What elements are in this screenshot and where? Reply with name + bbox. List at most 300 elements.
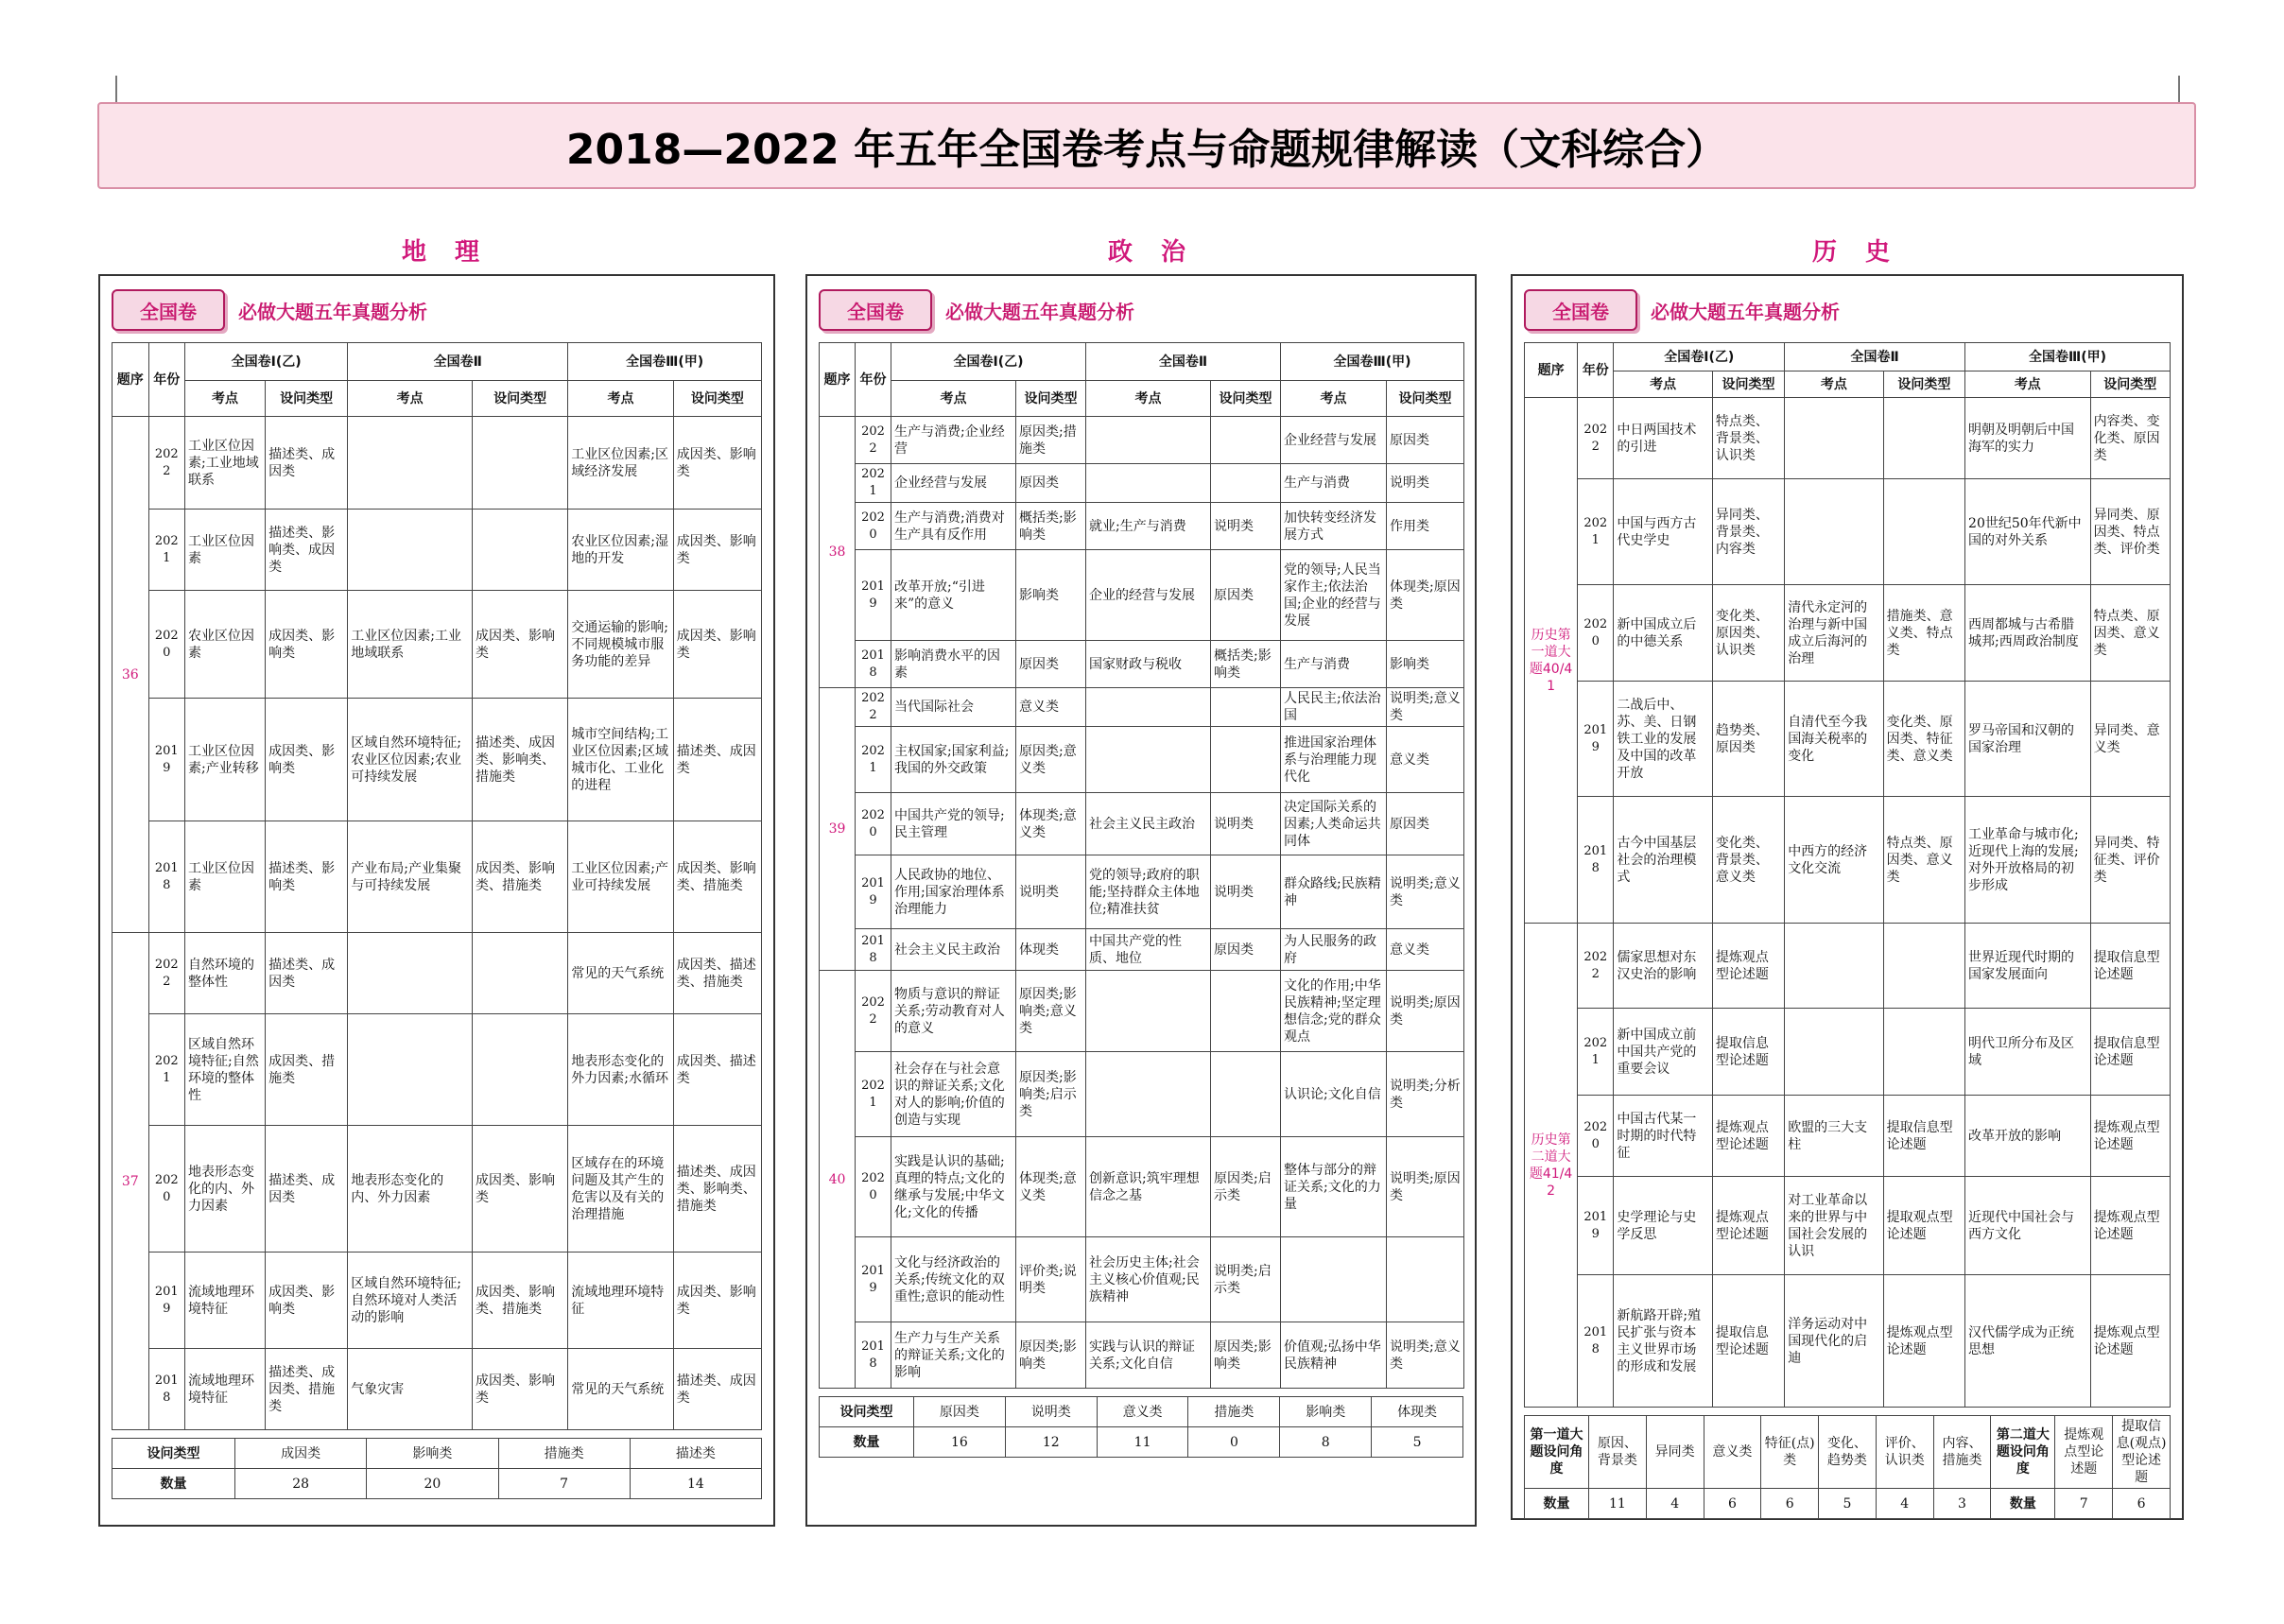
year-cell: 2020 <box>856 503 891 550</box>
stats-count: 0 <box>1188 1427 1280 1458</box>
question-type-cell: 说明类;原因类 <box>1387 1137 1464 1237</box>
exam-point-cell: 群众路线;民族精神 <box>1281 855 1387 929</box>
exam-point-cell: 区域自然环境特征;农业区位因素;农业可持续发展 <box>348 699 473 821</box>
header-type: 设问类型 <box>2090 371 2170 398</box>
question-type-cell <box>472 1014 567 1126</box>
exam-point-cell: 区域自然环境特征;自然环境对人类活动的影响 <box>348 1253 473 1349</box>
exam-point-cell: 人民政协的地位、作用;国家治理体系治理能力 <box>891 855 1016 929</box>
year-cell: 2021 <box>856 727 891 793</box>
question-type-cell: 原因类;意义类 <box>1016 727 1086 793</box>
header-point: 考点 <box>568 381 673 417</box>
stats-count: 20 <box>367 1469 498 1499</box>
question-type-cell: 提炼观点型论述题 <box>1712 924 1784 1009</box>
exam-point-cell: 物质与意识的辩证关系;劳动教育对人的意义 <box>891 971 1016 1052</box>
table-row <box>820 1052 1464 1137</box>
exam-point-cell <box>1785 1009 1883 1096</box>
question-type-cell: 变化类、背景类、意义类 <box>1712 797 1784 924</box>
stats-count: 4 <box>1876 1489 1933 1519</box>
question-type-cell: 原因类 <box>1016 464 1086 503</box>
question-type-cell: 异同类、特征类、评价类 <box>2090 797 2170 924</box>
national-paper-badge: 全国卷 <box>819 289 932 331</box>
exam-point-cell: 工业区位因素;工业地域联系 <box>348 591 473 699</box>
question-type-cell: 趋势类、原因类 <box>1712 682 1784 797</box>
question-type-cell: 说明类;启示类 <box>1211 1237 1281 1322</box>
exam-point-cell: 生产力与生产关系的辩证关系;文化的影响 <box>891 1322 1016 1389</box>
exam-point-cell: 近现代中国社会与西方文化 <box>1965 1177 2091 1275</box>
question-type-cell: 提炼观点型论述题 <box>2090 1275 2170 1408</box>
exam-point-cell: 社会存在与社会意识的辩证关系;文化对人的影响;价值的创造与实现 <box>891 1052 1016 1137</box>
exam-point-cell: 罗马帝国和汉朝的国家治理 <box>1965 682 2091 797</box>
geography-stats-table <box>112 1438 762 1499</box>
question-type-cell: 体现类 <box>1016 929 1086 971</box>
header-point: 考点 <box>185 381 266 417</box>
exam-point-cell: 地表形态变化的外力因素;水循环 <box>568 1014 673 1126</box>
question-type-cell: 成因类、影响类 <box>673 591 761 699</box>
header-type: 设问类型 <box>1211 381 1281 417</box>
politics-stats-table <box>819 1396 1463 1458</box>
question-type-cell: 概括类;影响类 <box>1211 641 1281 688</box>
question-type-cell <box>1211 464 1281 503</box>
title-banner <box>97 102 2196 189</box>
question-type-cell <box>1211 971 1281 1052</box>
exam-point-cell: 企业的经营与发展 <box>1086 550 1211 641</box>
question-type-cell: 异同类、意义类 <box>2090 682 2170 797</box>
question-number: 39 <box>820 688 856 971</box>
panel-subtitle: 必做大题五年真题分析 <box>238 300 427 323</box>
table-row <box>1525 1096 2171 1177</box>
exam-point-cell: 产业布局;产业集聚与可持续发展 <box>348 821 473 933</box>
stats-count: 11 <box>1097 1427 1188 1458</box>
exam-point-cell: 清代永定河的治理与新中国成立后海河的治理 <box>1785 585 1883 682</box>
table-row <box>1525 682 2171 797</box>
question-number: 40 <box>820 971 856 1389</box>
exam-point-cell: 交通运输的影响;不同规模城市服务功能的差异 <box>568 591 673 699</box>
year-cell: 2021 <box>148 1014 185 1126</box>
exam-point-cell: 中国共产党的性质、地位 <box>1086 929 1211 971</box>
question-type-cell: 变化类、原因类、认识类 <box>1712 585 1784 682</box>
header-type: 设问类型 <box>1016 381 1086 417</box>
year-cell: 2021 <box>148 510 185 591</box>
question-type-cell <box>1883 1009 1964 1096</box>
question-type-cell: 提炼观点型论述题 <box>1712 1177 1784 1275</box>
question-type-cell: 提炼观点型论述题 <box>1712 1096 1784 1177</box>
year-cell: 2020 <box>148 1126 185 1253</box>
question-type-cell: 影响类 <box>1016 550 1086 641</box>
exam-point-cell: 企业经营与发展 <box>1281 417 1387 464</box>
table-row <box>820 503 1464 550</box>
question-type-cell: 提取信息型论述题 <box>1712 1009 1784 1096</box>
table-row <box>1525 797 2171 924</box>
question-type-cell: 原因类;启示类 <box>1211 1137 1281 1237</box>
stats-type-label: 设问类型 <box>820 1397 914 1427</box>
question-type-cell: 原因类 <box>1387 417 1464 464</box>
header-type: 设问类型 <box>1883 371 1964 398</box>
stats-first-type: 特征(点)类 <box>1761 1416 1819 1489</box>
exam-point-cell: 中西方的经济文化交流 <box>1785 797 1883 924</box>
table-row <box>820 550 1464 641</box>
header-type: 设问类型 <box>1712 371 1784 398</box>
stats-first-type: 意义类 <box>1704 1416 1761 1489</box>
year-cell: 2022 <box>148 933 185 1014</box>
question-type-cell: 成因类、影响类 <box>266 591 348 699</box>
year-cell: 2022 <box>1578 398 1614 479</box>
national-paper-badge: 全国卷 <box>1524 289 1637 331</box>
question-type-cell: 成因类、影响类 <box>472 591 567 699</box>
table-row <box>820 727 1464 793</box>
question-number: 历史第二道大题41/42 <box>1525 924 1578 1408</box>
exam-point-cell: 生产与消费 <box>1281 464 1387 503</box>
question-type-cell: 描述类、成因类 <box>266 417 348 510</box>
stats-type: 体现类 <box>1372 1397 1463 1427</box>
question-type-cell: 措施类、意义类、特点类 <box>1883 585 1964 682</box>
header-point: 考点 <box>1614 371 1712 398</box>
question-type-cell: 概括类;影响类 <box>1016 503 1086 550</box>
exam-point-cell: 20世纪50年代新中国的对外关系 <box>1965 479 2091 585</box>
table-row <box>1525 1177 2171 1275</box>
exam-point-cell <box>1086 727 1211 793</box>
stats-count: 16 <box>914 1427 1006 1458</box>
table-row <box>820 855 1464 929</box>
exam-point-cell: 生产与消费;消费对生产具有反作用 <box>891 503 1016 550</box>
panel-subtitle: 必做大题五年真题分析 <box>945 300 1134 323</box>
year-cell: 2018 <box>148 1349 185 1430</box>
exam-point-cell: 实践是认识的基础;真理的特点;文化的继承与发展;中华文化;文化的传播 <box>891 1137 1016 1237</box>
year-cell: 2019 <box>1578 682 1614 797</box>
header-paper1: 全国卷Ⅰ(乙) <box>1614 343 1785 371</box>
question-type-cell: 成因类、措施类 <box>266 1014 348 1126</box>
year-cell: 2021 <box>1578 479 1614 585</box>
exam-point-cell: 社会主义民主政治 <box>1086 793 1211 855</box>
exam-point-cell: 社会历史主体;社会主义核心价值观;民族精神 <box>1086 1237 1211 1322</box>
header-paper1: 全国卷Ⅰ(乙) <box>185 343 348 381</box>
question-type-cell: 说明类 <box>1387 464 1464 503</box>
exam-point-cell: 常见的天气系统 <box>568 1349 673 1430</box>
exam-point-cell: 明代卫所分布及区域 <box>1965 1009 2091 1096</box>
header-point: 考点 <box>1965 371 2091 398</box>
exam-point-cell: 欧盟的三大支柱 <box>1785 1096 1883 1177</box>
question-type-cell: 描述类、成因类、影响类、措施类 <box>673 1126 761 1253</box>
exam-point-cell: 决定国际关系的因素;人类命运共同体 <box>1281 793 1387 855</box>
stats-count: 28 <box>235 1469 367 1499</box>
question-type-cell: 说明类;分析类 <box>1387 1052 1464 1137</box>
exam-point-cell: 实践与认识的辩证关系;文化自信 <box>1086 1322 1211 1389</box>
exam-point-cell: 推进国家治理体系与治理能力现代化 <box>1281 727 1387 793</box>
year-cell: 2020 <box>1578 585 1614 682</box>
question-type-cell <box>1211 417 1281 464</box>
table-row <box>820 971 1464 1052</box>
question-type-cell: 提取信息型论述题 <box>1883 1096 1964 1177</box>
exam-point-cell: 党的领导;政府的职能;坚持群众主体地位;精准扶贫 <box>1086 855 1211 929</box>
question-type-cell: 原因类;影响类 <box>1211 1322 1281 1389</box>
exam-point-cell <box>348 417 473 510</box>
history-table <box>1524 342 2171 1408</box>
exam-point-cell: 工业区位因素 <box>185 821 266 933</box>
subject-title-politics: 政治 <box>1108 238 1215 267</box>
panel-header <box>112 285 762 335</box>
stats-first-type: 内容、措施类 <box>1933 1416 1991 1489</box>
exam-point-cell: 工业区位因素 <box>185 510 266 591</box>
year-cell: 2022 <box>856 688 891 727</box>
question-type-cell: 内容类、变化类、原因类 <box>2090 398 2170 479</box>
question-type-cell: 说明类;原因类 <box>1387 971 1464 1052</box>
exam-point-cell: 工业区位因素;产业可持续发展 <box>568 821 673 933</box>
question-type-cell: 成因类、影响类 <box>673 510 761 591</box>
table-row <box>820 464 1464 503</box>
exam-point-cell: 自清代至今我国海关税率的变化 <box>1785 682 1883 797</box>
question-type-cell: 描述类、成因类、措施类 <box>266 1349 348 1430</box>
question-type-cell: 原因类;措施类 <box>1016 417 1086 464</box>
header-paper2: 全国卷Ⅱ <box>1086 343 1281 381</box>
question-type-cell <box>472 417 567 510</box>
table-body <box>820 417 1464 1389</box>
question-type-cell: 特点类、原因类、意义类 <box>1883 797 1964 924</box>
exam-point-cell: 地表形态变化的内、外力因素 <box>185 1126 266 1253</box>
table-row <box>112 821 762 933</box>
exam-point-cell: 二战后中、苏、美、日钢铁工业的发展及中国的改革开放 <box>1614 682 1712 797</box>
panel-header <box>819 285 1463 335</box>
exam-point-cell: 新航路开辟;殖民扩张与资本主义世界市场的形成和发展 <box>1614 1275 1712 1408</box>
header-year: 年份 <box>1578 343 1614 398</box>
header-point: 考点 <box>1785 371 1883 398</box>
question-type-cell: 说明类;意义类 <box>1387 1322 1464 1389</box>
exam-point-cell <box>1086 971 1211 1052</box>
exam-point-cell: 当代国际社会 <box>891 688 1016 727</box>
stats-second-type: 提取信息(观点)型论述题 <box>2113 1416 2171 1489</box>
stats-count-label: 数量 <box>1991 1489 2055 1519</box>
question-type-cell: 成因类、影响类 <box>472 1349 567 1430</box>
exam-point-cell <box>1785 479 1883 585</box>
question-type-cell: 成因类、影响类 <box>673 1253 761 1349</box>
question-type-cell: 原因类;影响类;意义类 <box>1016 971 1086 1052</box>
exam-point-cell: 明朝及明朝后中国海军的实力 <box>1965 398 2091 479</box>
header-point: 考点 <box>348 381 473 417</box>
stats-type: 原因类 <box>914 1397 1006 1427</box>
stats-type: 说明类 <box>1005 1397 1097 1427</box>
exam-point-cell: 社会主义民主政治 <box>891 929 1016 971</box>
exam-point-cell: 流域地理环境特征 <box>185 1253 266 1349</box>
question-number: 37 <box>112 933 149 1430</box>
header-point: 考点 <box>1086 381 1211 417</box>
table-row <box>820 1237 1464 1322</box>
question-type-cell: 描述类、成因类 <box>266 1126 348 1253</box>
question-type-cell: 成因类、影响类 <box>266 699 348 821</box>
header-paper2: 全国卷Ⅱ <box>1785 343 1965 371</box>
exam-point-cell: 主权国家;国家利益;我国的外交政策 <box>891 727 1016 793</box>
exam-point-cell <box>348 933 473 1014</box>
politics-panel <box>805 274 1477 1527</box>
stats-first-type: 评价、认识类 <box>1876 1416 1933 1489</box>
exam-point-cell: 企业经营与发展 <box>891 464 1016 503</box>
question-type-cell: 提取信息型论述题 <box>2090 924 2170 1009</box>
question-type-cell: 提取信息型论述题 <box>2090 1009 2170 1096</box>
exam-point-cell <box>1086 464 1211 503</box>
exam-point-cell: 国家财政与税收 <box>1086 641 1211 688</box>
stats-count: 5 <box>1372 1427 1463 1458</box>
table-row <box>112 417 762 510</box>
exam-point-cell: 中国共产党的领导;民主管理 <box>891 793 1016 855</box>
stats-type: 描述类 <box>630 1439 761 1469</box>
question-type-cell: 原因类 <box>1016 641 1086 688</box>
exam-point-cell: 工业区位因素;区域经济发展 <box>568 417 673 510</box>
exam-point-cell: 农业区位因素 <box>185 591 266 699</box>
year-cell: 2019 <box>856 550 891 641</box>
stats-type: 意义类 <box>1097 1397 1188 1427</box>
table-row <box>820 1322 1464 1389</box>
question-type-cell: 意义类 <box>1016 688 1086 727</box>
exam-point-cell: 新中国成立后的中德关系 <box>1614 585 1712 682</box>
exam-point-cell: 文化的作用;中华民族精神;坚定理想信念;党的群众观点 <box>1281 971 1387 1052</box>
exam-point-cell: 农业区位因素;湿地的开发 <box>568 510 673 591</box>
question-type-cell: 特点类、背景类、认识类 <box>1712 398 1784 479</box>
exam-point-cell: 城市空间结构;工业区位因素;区域城市化、工业化的进程 <box>568 699 673 821</box>
header-type: 设问类型 <box>1387 381 1464 417</box>
question-type-cell <box>1387 1237 1464 1322</box>
stats-first-type: 变化、趋势类 <box>1819 1416 1877 1489</box>
question-type-cell: 提炼观点型论述题 <box>1883 1275 1964 1408</box>
stats-second-type: 提炼观点型论述题 <box>2055 1416 2113 1489</box>
question-type-cell: 成因类、影响类 <box>673 417 761 510</box>
question-type-cell: 说明类;意义类 <box>1387 855 1464 929</box>
exam-point-cell: 改革开放;“引进来”的意义 <box>891 550 1016 641</box>
exam-point-cell: 生产与消费 <box>1281 641 1387 688</box>
exam-point-cell: 气象灾害 <box>348 1349 473 1430</box>
table-row <box>112 591 762 699</box>
year-cell: 2018 <box>856 929 891 971</box>
exam-point-cell: 儒家思想对东汉史治的影响 <box>1614 924 1712 1009</box>
question-type-cell: 成因类、描述类、措施类 <box>673 933 761 1014</box>
table-row <box>112 1014 762 1126</box>
exam-point-cell: 史学理论与史学反思 <box>1614 1177 1712 1275</box>
year-cell: 2020 <box>856 793 891 855</box>
question-type-cell: 体现类;意义类 <box>1016 793 1086 855</box>
exam-point-cell: 影响消费水平的因素 <box>891 641 1016 688</box>
panel-subtitle: 必做大题五年真题分析 <box>1651 300 1840 323</box>
header-paper3: 全国卷Ⅲ(甲) <box>1965 343 2171 371</box>
question-type-cell: 说明类 <box>1016 855 1086 929</box>
stats-first-type: 异同类 <box>1646 1416 1704 1489</box>
stats-count: 6 <box>2113 1489 2171 1519</box>
exam-point-cell: 中日两国技术的引进 <box>1614 398 1712 479</box>
question-type-cell: 成因类、描述类 <box>673 1014 761 1126</box>
table-row <box>820 793 1464 855</box>
question-type-cell: 特点类、原因类、意义类 <box>2090 585 2170 682</box>
question-type-cell: 原因类;影响类 <box>1016 1322 1086 1389</box>
exam-point-cell <box>1086 688 1211 727</box>
year-cell: 2019 <box>856 1237 891 1322</box>
page-title: 2018—2022 年五年全国卷考点与命题规律解读（文科综合） <box>565 126 1728 174</box>
question-type-cell: 变化类、原因类、特征类、意义类 <box>1883 682 1964 797</box>
exam-point-cell: 工业区位因素;工业地域联系 <box>185 417 266 510</box>
exam-point-cell: 改革开放的影响 <box>1965 1096 2091 1177</box>
history-stats-table <box>1524 1415 2171 1519</box>
question-type-cell: 原因类 <box>1211 550 1281 641</box>
stats-count: 11 <box>1589 1489 1647 1519</box>
question-type-cell <box>1211 688 1281 727</box>
header-type: 设问类型 <box>266 381 348 417</box>
exam-point-cell: 区域自然环境特征;自然环境的整体性 <box>185 1014 266 1126</box>
exam-point-cell: 汉代儒学成为正统思想 <box>1965 1275 2091 1408</box>
stats-count: 7 <box>498 1469 630 1499</box>
question-type-cell: 成因类、影响类、措施类 <box>472 821 567 933</box>
year-cell: 2022 <box>148 417 185 510</box>
exam-point-cell: 中国古代某一时期的时代特征 <box>1614 1096 1712 1177</box>
question-type-cell <box>472 510 567 591</box>
exam-point-cell <box>1086 417 1211 464</box>
question-type-cell: 成因类、影响类、措施类 <box>472 1253 567 1349</box>
question-type-cell: 描述类、成因类 <box>266 933 348 1014</box>
exam-point-cell: 党的领导;人民当家作主;依法治国;企业的经营与发展 <box>1281 550 1387 641</box>
header-paper1: 全国卷Ⅰ(乙) <box>891 343 1086 381</box>
stats-count: 8 <box>1280 1427 1372 1458</box>
exam-point-cell: 区域存在的环境问题及其产生的危害以及有关的治理措施 <box>568 1126 673 1253</box>
question-type-cell: 异同类、原因类、特点类、评价类 <box>2090 479 2170 585</box>
question-number: 38 <box>820 417 856 688</box>
question-type-cell <box>1883 924 1964 1009</box>
year-cell: 2018 <box>1578 1275 1614 1408</box>
question-type-cell: 说明类 <box>1211 503 1281 550</box>
table-body <box>1525 398 2171 1408</box>
exam-point-cell <box>1086 1052 1211 1137</box>
year-cell: 2019 <box>148 699 185 821</box>
question-type-cell: 成因类、影响类 <box>472 1126 567 1253</box>
table-row <box>112 933 762 1014</box>
question-type-cell: 体现类;意义类 <box>1016 1137 1086 1237</box>
header-paper2: 全国卷Ⅱ <box>348 343 568 381</box>
exam-point-cell: 对工业革命以来的世界与中国社会发展的认识 <box>1785 1177 1883 1275</box>
header-paper3: 全国卷Ⅲ(甲) <box>1281 343 1464 381</box>
year-cell: 2020 <box>148 591 185 699</box>
stats-first-type: 原因、背景类 <box>1589 1416 1647 1489</box>
question-type-cell: 原因类;影响类;启示类 <box>1016 1052 1086 1137</box>
header-type: 设问类型 <box>472 381 567 417</box>
exam-point-cell: 中国与西方古代史学史 <box>1614 479 1712 585</box>
question-number: 36 <box>112 417 149 933</box>
exam-point-cell: 生产与消费;企业经营 <box>891 417 1016 464</box>
exam-point-cell: 洋务运动对中国现代化的启迪 <box>1785 1275 1883 1408</box>
header-question: 题序 <box>820 343 856 417</box>
politics-table <box>819 342 1464 1389</box>
geography-panel <box>98 274 775 1527</box>
exam-point-cell: 西周都城与古希腊城邦;西周政治制度 <box>1965 585 2091 682</box>
question-type-cell: 成因类、影响类 <box>266 1253 348 1349</box>
table-row <box>1525 1275 2171 1408</box>
table-row <box>820 688 1464 727</box>
question-type-cell <box>472 933 567 1014</box>
stats-type: 措施类 <box>1188 1397 1280 1427</box>
stats-count: 6 <box>1704 1489 1761 1519</box>
question-type-cell: 提炼观点型论述题 <box>2090 1177 2170 1275</box>
year-cell: 2018 <box>148 821 185 933</box>
question-type-cell <box>1211 727 1281 793</box>
exam-point-cell: 人民民主;依法治国 <box>1281 688 1387 727</box>
question-type-cell: 体现类;原因类 <box>1387 550 1464 641</box>
stats-type-label: 设问类型 <box>112 1439 235 1469</box>
stats-count-label: 数量 <box>112 1469 235 1499</box>
table-row <box>820 1137 1464 1237</box>
header-point: 考点 <box>1281 381 1387 417</box>
table-row <box>1525 398 2171 479</box>
question-type-cell: 描述类、影响类 <box>266 821 348 933</box>
exam-point-cell: 古今中国基层社会的治理模式 <box>1614 797 1712 924</box>
question-number: 历史第一道大题40/41 <box>1525 398 1578 924</box>
question-type-cell: 说明类;意义类 <box>1387 688 1464 727</box>
year-cell: 2019 <box>148 1253 185 1349</box>
question-type-cell: 影响类 <box>1387 641 1464 688</box>
exam-point-cell: 价值观;弘扬中华民族精神 <box>1281 1322 1387 1389</box>
exam-point-cell: 为人民服务的政府 <box>1281 929 1387 971</box>
exam-point-cell: 新中国成立前中国共产党的重要会议 <box>1614 1009 1712 1096</box>
exam-point-cell: 加快转变经济发展方式 <box>1281 503 1387 550</box>
